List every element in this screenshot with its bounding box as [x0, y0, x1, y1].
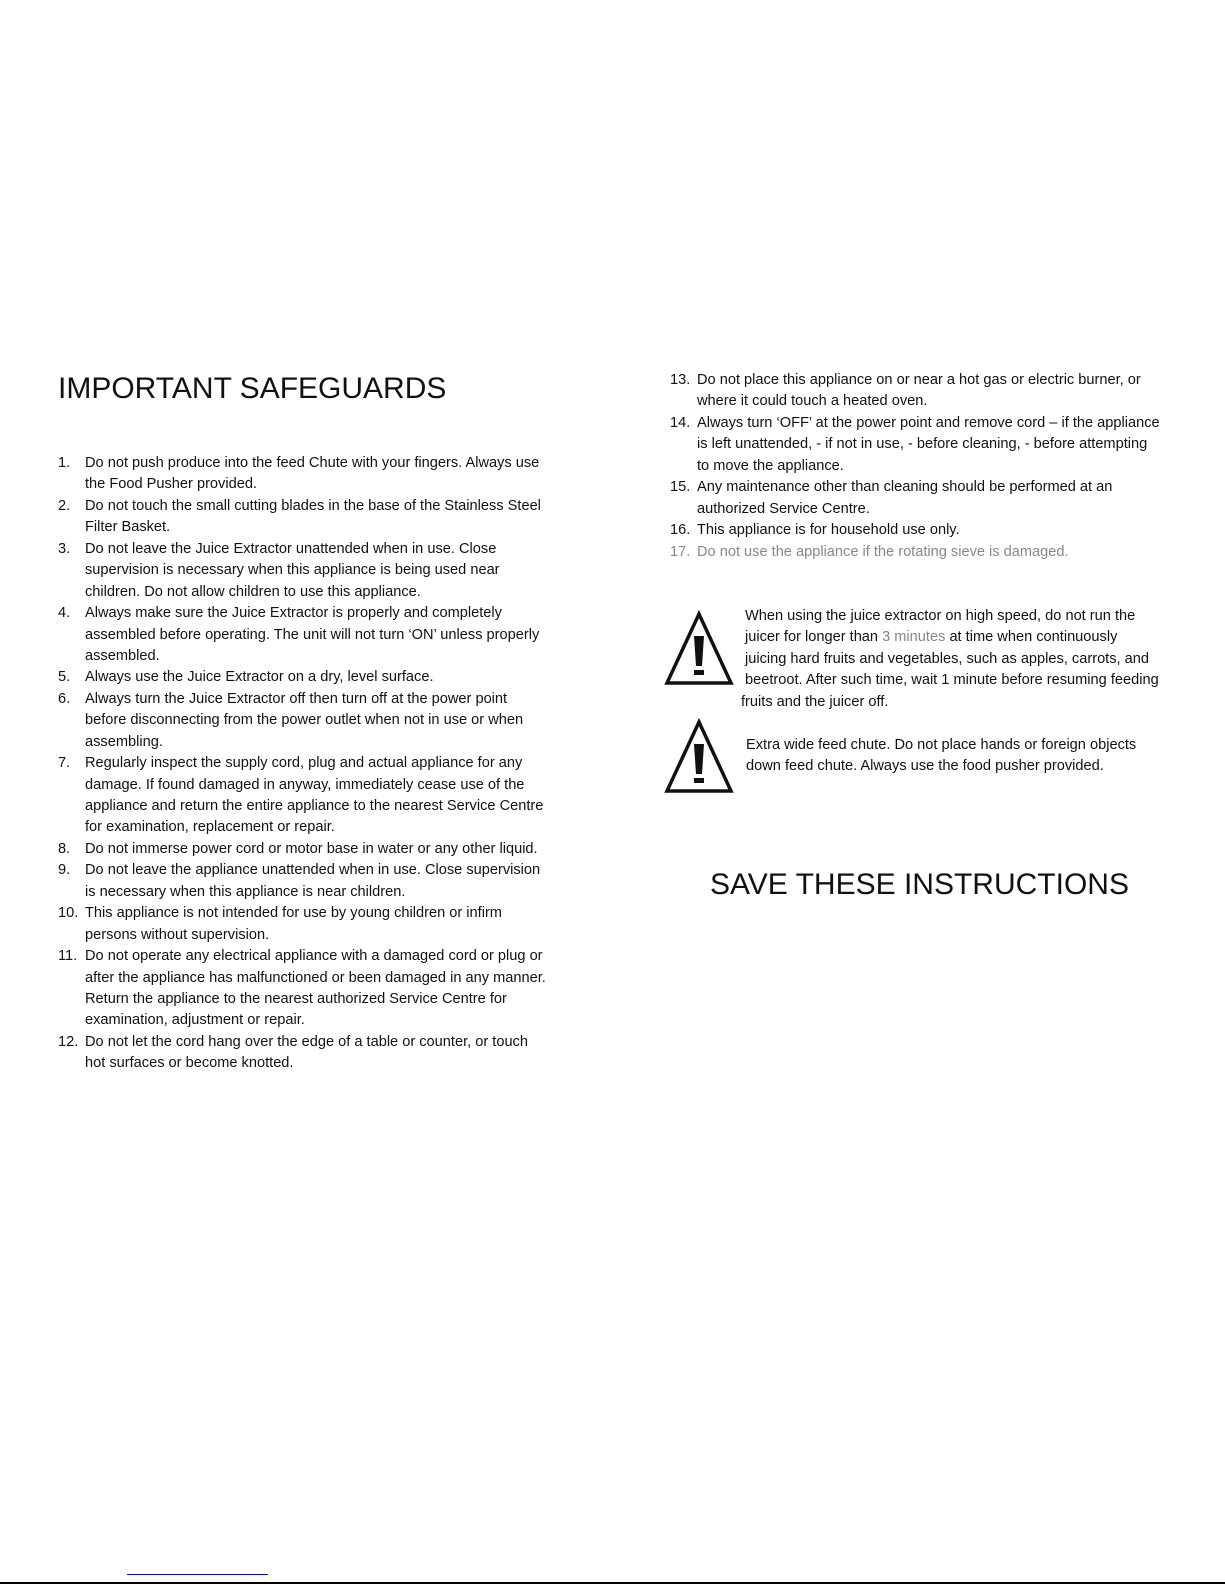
item-number: 4. — [58, 605, 71, 622]
warning-line: down feed chute. Always use the food pusher provided. — [746, 758, 1104, 775]
item-text-line: children. Do not allow children to use this appliance. — [85, 583, 421, 600]
page-title: IMPORTANT SAFEGUARDS — [58, 372, 447, 405]
item-text-line: Always make sure the Juice Extractor is properly and completely — [85, 605, 502, 622]
warning-high-speed — [741, 606, 1159, 713]
safeguards-list-right — [670, 370, 1160, 563]
item-text-line: Do not touch the small cutting blades in the base of the Stainless Steel — [85, 497, 541, 514]
item-text-line: This appliance is not intended for use by young children or infirm — [85, 905, 502, 922]
safeguards-list-left — [58, 453, 546, 1075]
item-number: 2. — [58, 497, 71, 514]
item-text-line: This appliance is for household use only. — [697, 522, 960, 539]
warning-line: juicing hard fruits and vegetables, such as apples, carrots, and — [745, 650, 1149, 667]
item-number: 12. — [58, 1033, 79, 1050]
item-text-line: supervision is necessary when this appliance is being used near — [85, 562, 500, 579]
item-text-line: Always turn the Juice Extractor off then turn off at the power point — [85, 690, 508, 707]
list-item — [58, 496, 546, 539]
save-instructions-heading: SAVE THESE INSTRUCTIONS — [710, 868, 1129, 901]
item-text-line: is left unattended, - if not in use, - before cleaning, - before attempting — [697, 436, 1148, 453]
list-item — [670, 477, 1160, 520]
list-item — [58, 1032, 546, 1075]
item-text-line: Always turn ‘OFF’ at the power point and remove cord – if the appliance — [697, 414, 1160, 431]
item-number: 16. — [670, 522, 691, 539]
item-text-line: to move the appliance. — [697, 457, 844, 474]
item-text-line: Do not operate any electrical appliance with a damaged cord or plug or — [85, 948, 543, 965]
list-item — [58, 860, 546, 903]
item-text-line: Filter Basket. — [85, 519, 171, 536]
item-text-line: after the appliance has malfunctioned or been damaged in any manner. — [85, 969, 546, 986]
item-number: 9. — [58, 862, 71, 879]
warning-line: Extra wide feed chute. Do not place hands or foreign objects — [746, 737, 1137, 753]
item-text-line: Do not push produce into the feed Chute with your fingers. Always use — [85, 455, 540, 471]
item-number: 13. — [670, 372, 691, 388]
list-item — [58, 667, 546, 688]
warning-text: at time when continuously — [945, 629, 1118, 646]
item-text-line: authorized Service Centre. — [697, 500, 870, 517]
item-number: 8. — [58, 840, 71, 857]
item-number: 1. — [58, 455, 71, 471]
item-number: 17. — [670, 543, 691, 560]
warning-line: beetroot. After such time, wait 1 minute before resuming feeding — [745, 672, 1159, 689]
page-border-line — [0, 1582, 1225, 1584]
list-item — [670, 413, 1160, 477]
item-text-line: Do not leave the appliance unattended when in use. Close supervision — [85, 862, 541, 879]
item-text-line: Do not immerse power cord or motor base in water or any other liquid. — [85, 840, 538, 857]
item-text-line: examination, adjustment or repair. — [85, 1012, 305, 1029]
list-item — [670, 520, 1160, 541]
warning-triangle-icon — [664, 718, 734, 794]
item-text-line: Always use the Juice Extractor on a dry, level surface. — [85, 669, 434, 686]
item-number: 10. — [58, 905, 79, 922]
item-text-line: Return the appliance to the nearest authorized Service Centre for — [85, 990, 507, 1007]
item-text-line: damage. If found damaged in anyway, immediately cease use of the — [85, 776, 525, 793]
item-number: 7. — [58, 755, 71, 772]
list-item — [58, 539, 546, 603]
list-item — [58, 603, 546, 667]
warning-triangle-icon — [664, 610, 734, 686]
list-item — [58, 839, 546, 860]
item-text-line: Do not place this appliance on or near a hot gas or electric burner, or — [697, 372, 1141, 388]
warning-line: fruits and the juicer off. — [741, 693, 889, 710]
item-text-line: before disconnecting from the power outlet when not in use or when — [85, 712, 524, 729]
item-text-line: persons without supervision. — [85, 926, 270, 943]
item-text-line: assembled before operating. The unit will not turn ‘ON’ unless properly — [85, 626, 540, 643]
item-text-line: assembled. — [85, 647, 160, 664]
list-item — [58, 689, 546, 753]
item-text-line: Any maintenance other than cleaning should be performed at an — [697, 479, 1113, 496]
item-number: 5. — [58, 669, 71, 686]
item-text-line: is necessary when this appliance is near children. — [85, 883, 406, 900]
item-number: 3. — [58, 540, 71, 557]
time-limit-highlight: 3 minutes — [882, 629, 946, 646]
list-item — [670, 542, 1160, 563]
list-item — [58, 453, 546, 496]
item-text-line: Do not leave the Juice Extractor unattended when in use. Close — [85, 540, 497, 557]
warning-line: When using the juice extractor on high speed, do not run the — [745, 608, 1136, 624]
item-text-line: assembling. — [85, 733, 163, 750]
link-underline — [127, 1574, 268, 1575]
list-item — [58, 903, 546, 946]
item-number: 6. — [58, 690, 71, 707]
item-text-line: the Food Pusher provided. — [85, 476, 257, 493]
warning-text: juicer for longer than — [745, 629, 883, 646]
item-number: 11. — [58, 948, 78, 965]
item-text-line: where it could touch a heated oven. — [697, 393, 928, 410]
item-text-line: appliance and return the entire appliance to the nearest Service Centre — [85, 798, 544, 814]
item-text-line: for examination, replacement or repair. — [85, 819, 335, 836]
item-number: 14. — [670, 414, 691, 431]
list-item — [670, 370, 1160, 413]
warning-feed-chute — [746, 735, 1136, 778]
warning-line — [745, 627, 1159, 648]
item-text-line: Regularly inspect the supply cord, plug and actual appliance for any — [85, 755, 523, 772]
item-text-line: Do not use the appliance if the rotating sieve is damaged. — [697, 543, 1069, 560]
item-text-line: hot surfaces or become knotted. — [85, 1055, 294, 1072]
item-text-line: Do not let the cord hang over the edge of a table or counter, or touch — [85, 1033, 528, 1050]
list-item — [58, 753, 546, 839]
list-item — [58, 946, 546, 1032]
item-number: 15. — [670, 479, 691, 496]
